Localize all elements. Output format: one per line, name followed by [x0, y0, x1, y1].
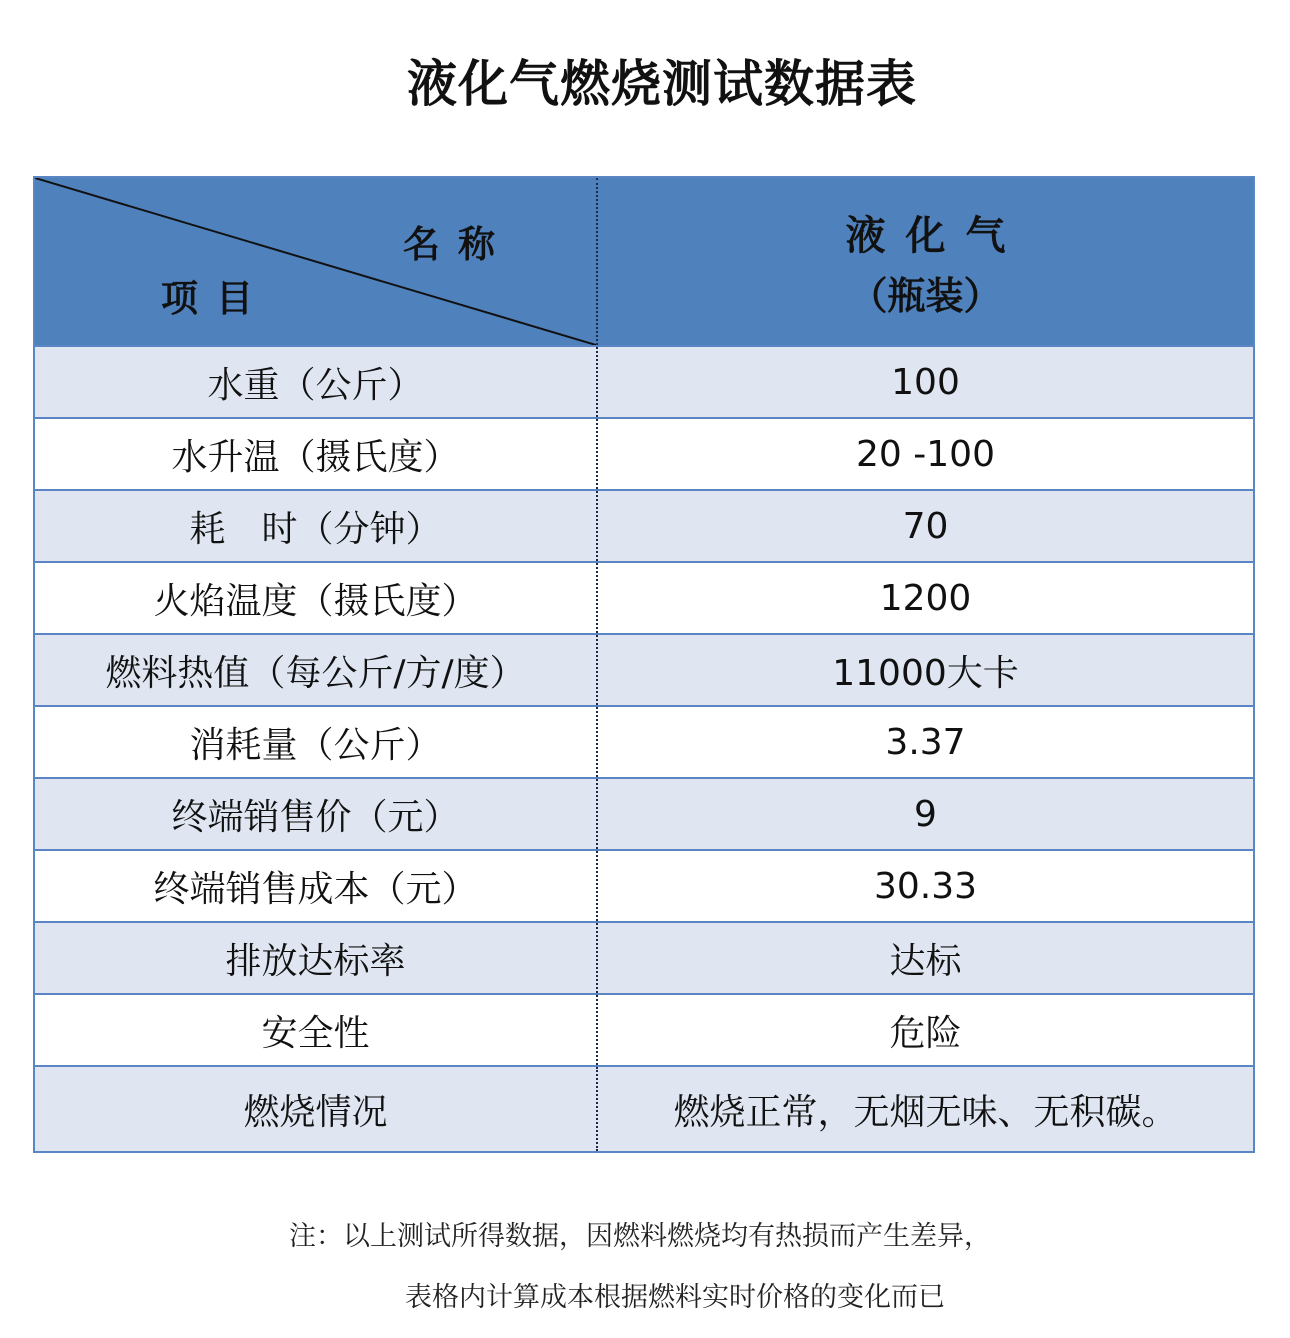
row-value: 9: [914, 793, 937, 835]
row-item: 安全性: [35, 995, 598, 1065]
footnote-line-2: 表格内计算成本根据燃料实时价格的变化而已: [405, 1282, 945, 1313]
table-row: [35, 417, 1253, 489]
table-row: [35, 705, 1253, 777]
row-item: 消耗量（公斤）: [35, 707, 598, 777]
row-value: 100: [891, 361, 960, 403]
row-item: 火焰温度（摄氏度）: [35, 563, 598, 633]
table-row: [35, 777, 1253, 849]
table-row: [35, 849, 1253, 921]
row-item: 水升温（摄氏度）: [35, 419, 598, 489]
row-item: 终端销售成本（元）: [35, 851, 598, 921]
header-item-label: 项目: [161, 277, 271, 320]
header-column-cell: [598, 178, 1253, 345]
page-title: 液化气燃烧测试数据表: [407, 55, 917, 113]
row-item: 耗 时（分钟）: [35, 491, 598, 561]
row-value: 达标: [889, 940, 962, 982]
table-row: [35, 921, 1253, 993]
row-value: 70: [902, 505, 949, 547]
row-item: 排放达标率: [35, 923, 598, 993]
footnote-line-1: 注：以上测试所得数据，因燃料燃烧均有热损而产生差异，: [289, 1221, 991, 1252]
row-value: 30.33: [873, 865, 978, 907]
table-row: [35, 345, 1253, 417]
row-value: 20 -100: [856, 433, 995, 475]
row-value: 危险: [889, 1012, 962, 1054]
table-row: [35, 489, 1253, 561]
table-row: [35, 1065, 1253, 1151]
row-item: 水重（公斤）: [35, 347, 598, 417]
row-value: 1200: [879, 577, 972, 619]
table-row: [35, 561, 1253, 633]
row-value: 11000大卡: [832, 652, 1019, 694]
header-column-subtitle: （瓶装）: [849, 273, 1002, 318]
table-row: [35, 993, 1253, 1065]
row-item: 燃料热值（每公斤/方/度）: [35, 635, 598, 705]
row-item: 终端销售价（元）: [35, 779, 598, 849]
header-corner-cell: [35, 178, 598, 345]
row-value: 3.37: [885, 721, 966, 763]
row-value: 燃烧正常，无烟无味、无积碳。: [673, 1091, 1178, 1133]
data-table: [33, 176, 1255, 1153]
row-item: 燃烧情况: [35, 1067, 598, 1151]
table-header: [35, 178, 1253, 345]
header-column-title: 液化气: [845, 212, 1026, 259]
header-name-label: 名称: [403, 223, 513, 266]
table-row: [35, 633, 1253, 705]
